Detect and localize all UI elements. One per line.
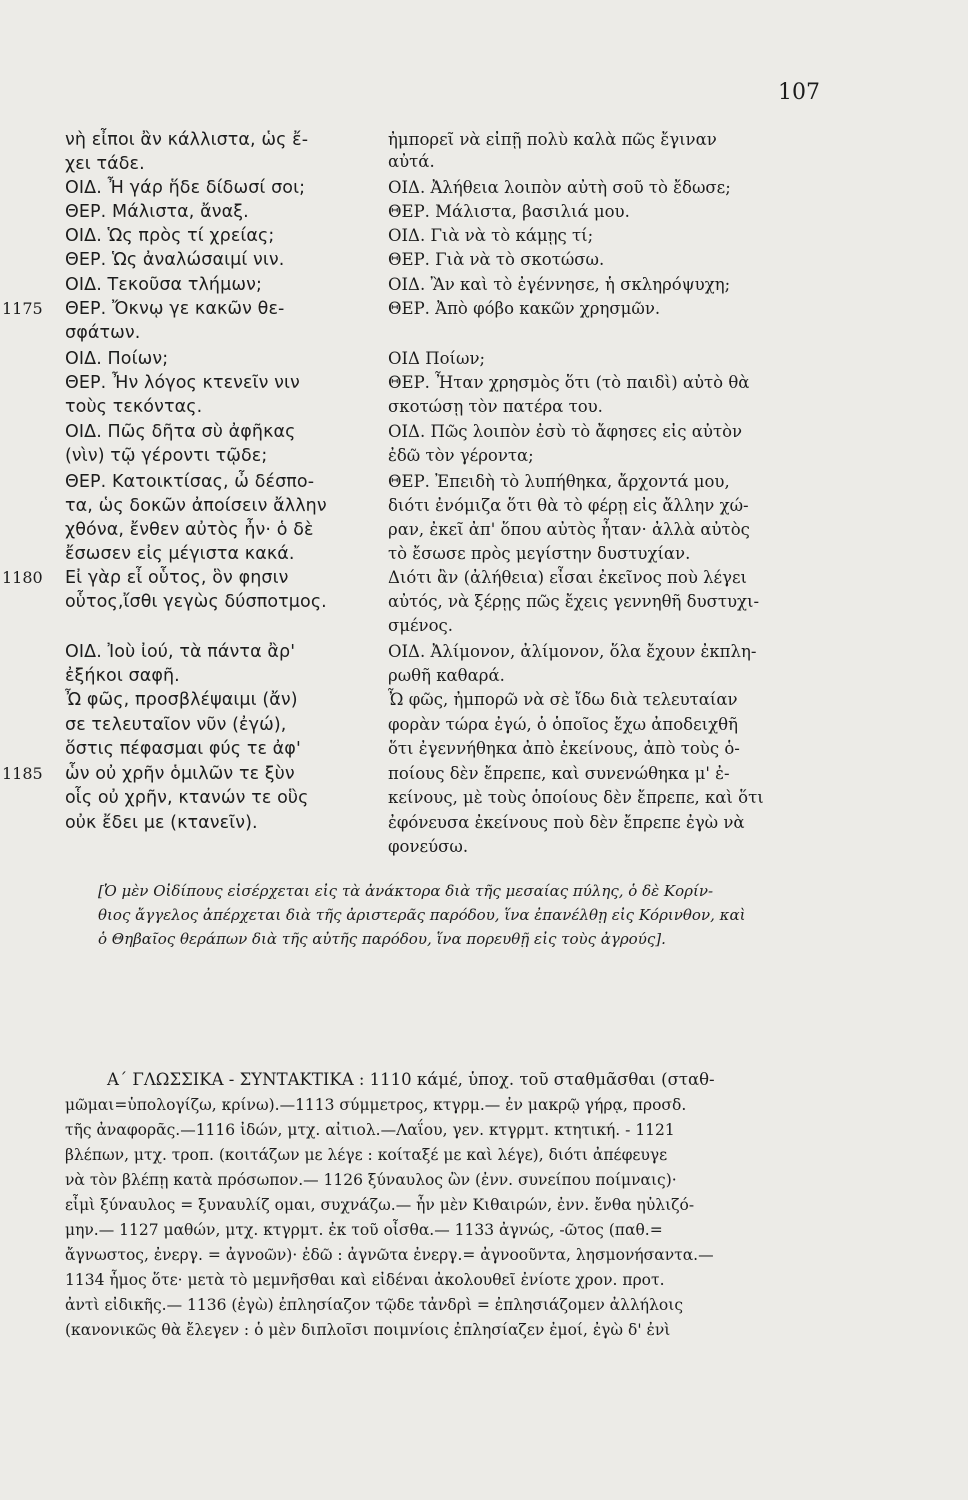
ancient-line: σφάτων.: [65, 323, 141, 343]
translation-line: ρωθῆ καθαρά.: [388, 666, 505, 685]
translation-line: τὸ ἔσωσε πρὸς μεγίστην δυστυχίαν.: [388, 544, 691, 563]
ancient-line: τοὺς τεκόντας.: [65, 397, 203, 417]
translation-line: ΟΙΔ. Ἂν καὶ τὸ ἐγέννησε, ἡ σκληρόψυχη;: [388, 275, 731, 294]
verse-number: 1180: [2, 568, 43, 587]
ancient-line: ἐξήκοι σαφῆ.: [65, 666, 180, 686]
translation-line: σμένος.: [388, 616, 453, 635]
translation-line: ὅτι ἐγεννήθηκα ἀπὸ ἐκείνους, ἀπὸ τοὺς ὁ-: [388, 739, 740, 758]
notes-heading: Α΄ ΓΛΩΣΣΙΚΑ - ΣΥΝΤΑΚΤΙΚΑ : 1110 κάμέ, ὑποχ. τοῦ σταθμᾶσθαι (σταθ-: [107, 1070, 715, 1089]
ancient-line: ΘΕΡ. Μάλιστα, ἄναξ.: [65, 202, 249, 222]
translation-line: ΘΕΡ. Ἐπειδὴ τὸ λυπήθηκα, ἄρχοντά μου,: [388, 472, 730, 491]
parallel-text-columns: [0, 128, 968, 888]
note-line: νὰ τὸν βλέπῃ κατὰ πρόσωπον.— 1126 ξύναυλος ὢν (ἐνν. συνείπου ποίμναις)·: [65, 1171, 677, 1189]
translation-line: ποίους δὲν ἔπρεπε, καὶ συνενώθηκα μ' ἐ-: [388, 764, 730, 783]
translation-line: ΘΕΡ. Γιὰ νὰ τὸ σκοτώσω.: [388, 250, 605, 269]
translation-line: ἐδῶ τὸν γέροντα;: [388, 446, 534, 465]
ancient-line: ΟΙΔ. Ὡς πρὸς τί χρείας;: [65, 226, 275, 246]
note-line: (κανονικῶς θὰ ἔλεγεν : ὁ μὲν διπλοῖσι ποιμνίοις ἐπλησίαζεν ἐμοί, ἐγὼ δ' ἐνὶ: [65, 1321, 671, 1339]
ancient-line: Ὦ φῶς, προσβλέψαιμι (ἄν): [65, 690, 298, 710]
translation-line: ΟΙΔ. Πῶς λοιπὸν ἐσὺ τὸ ἄφησες εἰς αὐτὸν: [388, 422, 743, 441]
page-number: 107: [778, 80, 820, 105]
verse-number: 1185: [2, 764, 43, 783]
translation-line: ἐφόνευσα ἐκείνους ποὺ δὲν ἔπρεπε ἐγὼ νὰ: [388, 813, 745, 832]
translation-line: κείνους, μὲ τοὺς ὁποίους δὲν ἔπρεπε, καὶ ὅτι: [388, 788, 764, 807]
ancient-line: ὅστις πέφασμαι φύς τε ἀφ': [65, 739, 301, 759]
ancient-line: ΘΕΡ. Κατοικτίσας, ὦ δέσπο-: [65, 472, 315, 492]
ancient-line: (νὶν) τῷ γέροντι τῷδε;: [65, 446, 268, 466]
note-line: 1134 ἦμος ὅτε· μετὰ τὸ μεμνῆσθαι καὶ εἰδέναι ἀκολουθεῖ ἐνίοτε χρον. προτ.: [65, 1271, 665, 1289]
verse-number: 1175: [2, 299, 43, 318]
ancient-line: ΟΙΔ. Ἰοὺ ἰού, τὰ πάντα ἂρ': [65, 642, 296, 662]
ancient-line: ΟΙΔ. Ποίων;: [65, 349, 169, 369]
ancient-line: χει τάδε.: [65, 154, 145, 174]
ancient-line: ΘΕΡ. Ὡς ἀναλώσαιμί νιν.: [65, 250, 285, 270]
note-line: μῶμαι=ὑπολογίζω, κρίνω).—1113 σύμμετρος, κτγρμ.— ἐν μακρῷ γήρᾳ, προσδ.: [65, 1096, 687, 1114]
translation-line: ραν, ἐκεῖ ἀπ' ὅπου αὐτὸς ἦταν· ἀλλὰ αὐτὸς: [388, 520, 750, 539]
ancient-line: οἷς οὐ χρῆν, κτανών τε οὓς: [65, 788, 309, 808]
translation-line: ΘΕΡ. Μάλιστα, βασιλιά μου.: [388, 202, 630, 221]
translation-line: ΟΙΔ. Γιὰ νὰ τὸ κάμῃς τί;: [388, 226, 594, 245]
note-line: εἶμὶ ξύναυλος = ξυναυλίζ ομαι, συχνάζω.— ἦν μὲν Κιθαιρών, ἐνν. ἔνθα ηὐλιζό-: [65, 1196, 695, 1214]
note-line: ἀντὶ εἰδικῆς.— 1136 (ἐγὼ) ἐπλησίαζον τῷδε τἀνδρὶ = ἐπλησιάζομεν ἀλλήλοις: [65, 1296, 684, 1314]
translation-line: ΟΙΔ. Ἀλίμονον, ἀλίμονον, ὅλα ἔχουν ἐκπλη-: [388, 642, 757, 661]
note-line: βλέπων, μτχ. τροπ. (κοιτάζων με λέγε : κοίταξέ με καὶ λέγε), διότι ἀπέφευγε: [65, 1146, 668, 1164]
ancient-line: ΟΙΔ. Τεκοῦσα τλήμων;: [65, 275, 262, 295]
stage-direction-line: [Ὁ μὲν Οἰδίπους εἰσέρχεται εἰς τὰ ἀνάκτορα διὰ τῆς μεσαίας πύλης, ὁ δὲ Κορίν-: [98, 882, 714, 900]
ancient-line: ΟΙΔ. Ἦ γάρ ἥδε δίδωσί σοι;: [65, 178, 306, 198]
note-line: ἄγνωστος, ἐνεργ. = ἀγνοῶν)· ἐδῶ : ἀγνῶτα ἐνεργ.= ἀγνοοῦντα, λησμονήσαντα.—: [65, 1246, 714, 1264]
ancient-line: ΘΕΡ. Ὄκνῳ γε κακῶν θε-: [65, 299, 285, 319]
translation-line: αὐτός, νὰ ξέρῃς πῶς ἔχεις γεννηθῆ δυστυχι-: [388, 592, 760, 611]
translation-line: αὐτά.: [388, 152, 435, 171]
ancient-line: ἔσωσεν εἰς μέγιστα κακά.: [65, 544, 295, 564]
translation-line: διότι ἐνόμιζα ὅτι θὰ τὸ φέρῃ εἰς ἄλλην χώ-: [388, 496, 749, 515]
ancient-line: οὗτος,ἴσθι γεγὼς δύσποτμος.: [65, 592, 327, 612]
ancient-line: σε τελευταῖον νῦν (ἐγώ),: [65, 715, 287, 735]
ancient-line: Εἰ γὰρ εἶ οὗτος, ὃν φησιν: [65, 568, 289, 588]
note-line: τῆς ἀναφορᾶς.—1116 ἰδών, μτχ. αἰτιολ.—Λαΐου, γεν. κτγρμτ. κτητική. - 1121: [65, 1121, 675, 1139]
translation-line: ΟΙΔ. Ἀλήθεια λοιπὸν αὐτὴ σοῦ τὸ ἔδωσε;: [388, 178, 731, 197]
translation-line: ΘΕΡ. Ἦταν χρησμὸς ὅτι (τὸ παιδὶ) αὐτὸ θὰ: [388, 373, 750, 392]
translation-line: ΘΕΡ. Ἀπὸ φόβο κακῶν χρησμῶν.: [388, 299, 661, 318]
stage-direction-line: ὁ Θηβαῖος θεράπων διὰ τῆς αὐτῆς παρόδου, ἵνα πορευθῇ εἰς τοὺς ἀγρούς].: [98, 930, 666, 948]
translation-line: Ὦ φῶς, ἠμπορῶ νὰ σὲ ἴδω διὰ τελευταίαν: [388, 690, 738, 709]
ancient-line: νὴ εἶποι ἂν κάλλιστα, ὡς ἔ-: [65, 130, 309, 150]
translation-line: φονεύσω.: [388, 837, 469, 856]
note-line: μην.— 1127 μαθών, μτχ. κτγρμτ. ἐκ τοῦ οἶσθα.— 1133 ἀγνώς, -ῶτος (παθ.=: [65, 1221, 663, 1239]
ancient-line: ΟΙΔ. Πῶς δῆτα σὺ ἀφῆκας: [65, 422, 296, 442]
translation-line: σκοτώσῃ τὸν πατέρα του.: [388, 397, 603, 416]
ancient-line: οὐκ ἔδει με (κτανεῖν).: [65, 813, 258, 833]
stage-direction-line: θιος ἄγγελος ἀπέρχεται διὰ τῆς ἀριστερᾶς παρόδου, ἵνα ἐπανέλθῃ εἰς Κόρινθον, καὶ: [98, 906, 746, 924]
translation-line: φορὰν τώρα ἐγώ, ὁ ὁποῖος ἔχω ἀποδειχθῆ: [388, 715, 738, 734]
translation-line: ΟΙΔ Ποίων;: [388, 349, 486, 368]
ancient-line: ὧν οὐ χρῆν ὁμιλῶν τε ξὺν: [65, 764, 295, 784]
translation-line: Διότι ἂν (ἀλήθεια) εἶσαι ἐκεῖνος ποὺ λέγει: [388, 568, 747, 587]
ancient-line: χθόνα, ἔνθεν αὐτὸς ἦν· ὁ δὲ: [65, 520, 314, 540]
ancient-line: τα, ὡς δοκῶν ἀποίσειν ἄλλην: [65, 496, 327, 516]
ancient-line: ΘΕΡ. Ἦν λόγος κτενεῖν νιν: [65, 373, 300, 393]
translation-line: ἠμπορεῖ νὰ εἰπῇ πολὺ καλὰ πῶς ἔγιναν: [388, 130, 717, 149]
